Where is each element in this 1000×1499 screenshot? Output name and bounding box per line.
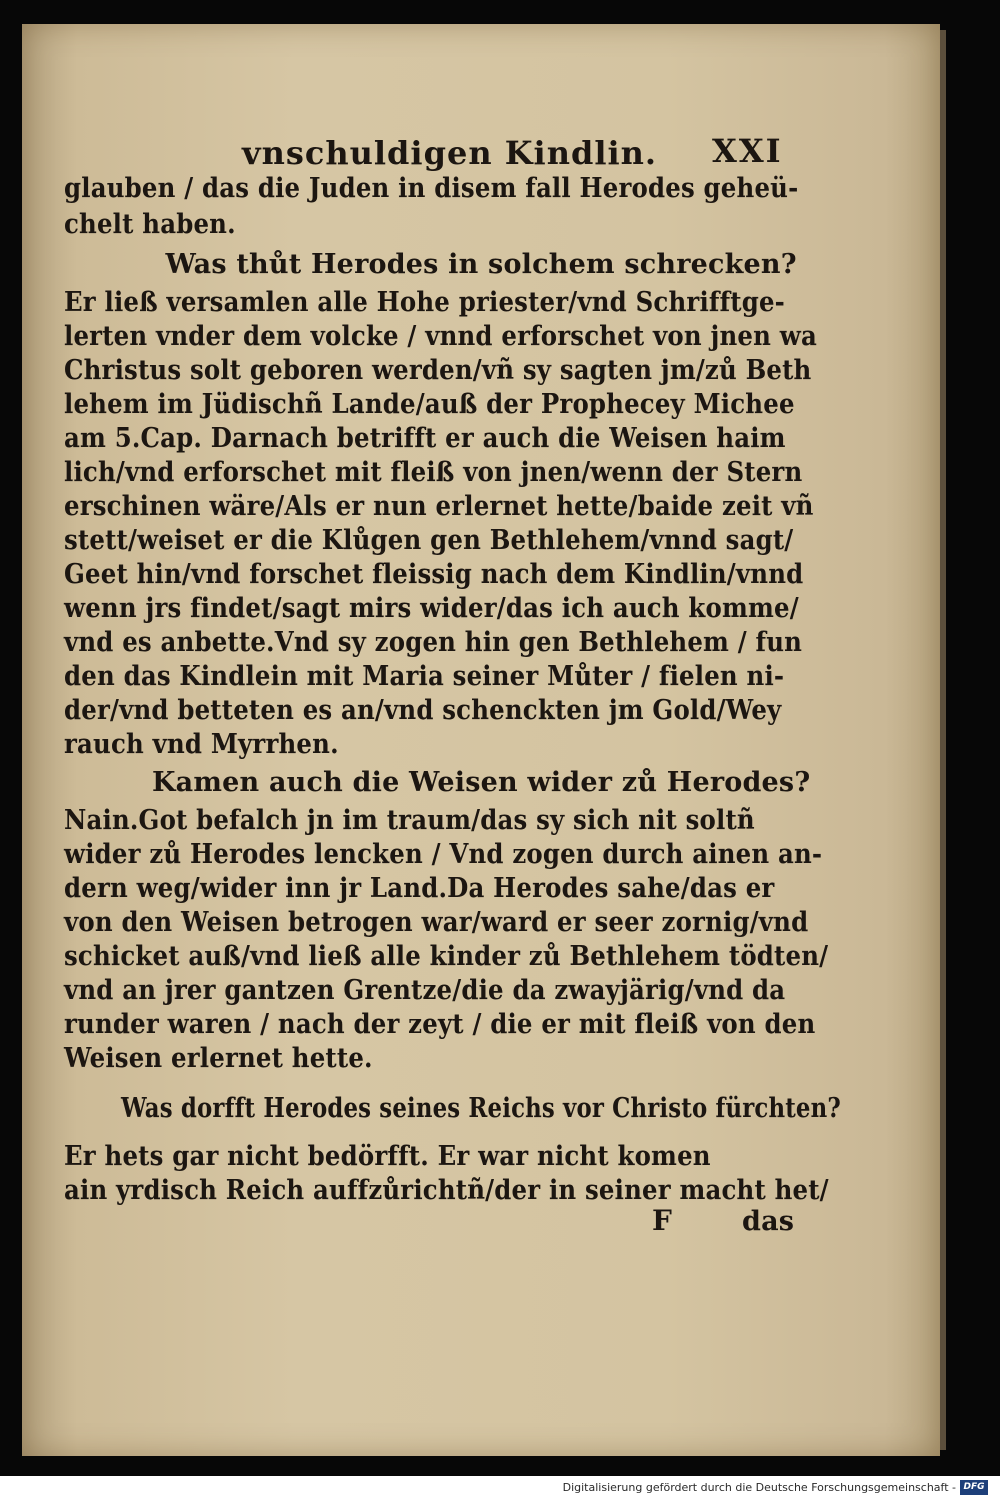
book-page bbox=[22, 24, 940, 1456]
text-line: stett/weiset er die Klůgen gen Bethlehem/vnnd sagt/ bbox=[64, 525, 794, 556]
dfg-logo: DFG bbox=[960, 1480, 988, 1495]
text-line: Er ließ versamlen alle Hohe priester/vnd Schrifftge- bbox=[64, 287, 785, 318]
text-line: Er hets gar nicht bedörfft. Er war nicht komen bbox=[64, 1141, 711, 1172]
question-heading: Was thůt Herodes in solchem schrecken? bbox=[165, 249, 797, 280]
text-line: wider zů Herodes lencken / Vnd zogen durch ainen an- bbox=[64, 839, 823, 870]
text-line: am 5.Cap. Darnach betrifft er auch die Weisen haim bbox=[64, 423, 786, 454]
question-heading: Was dorfft Herodes seines Reichs vor Christo fürchten? bbox=[121, 1093, 841, 1124]
catchword: das bbox=[742, 1206, 795, 1237]
text-line: der/vnd betteten es an/vnd schenckten jm Gold/Wey bbox=[64, 695, 782, 726]
text-line: den das Kindlein mit Maria seiner Můter / fielen ni- bbox=[64, 661, 785, 692]
text-line: Nain.Got befalch jn im traum/das sy sich nit soltñ bbox=[64, 805, 755, 836]
text-line: glauben / das die Juden in disem fall Herodes geheü- bbox=[64, 173, 799, 204]
running-head: vnschuldigen Kindlin. bbox=[242, 134, 658, 172]
text-line: lehem im Jüdischñ Lande/auß der Prophecey Michee bbox=[64, 389, 795, 420]
page-edge bbox=[940, 30, 946, 1450]
text-line: lerten vnder dem volcke / vnnd erforschet von jnen wa bbox=[64, 321, 817, 352]
text-line: wenn jrs findet/sagt mirs wider/das ich auch komme/ bbox=[64, 593, 799, 624]
text-line: runder waren / nach der zeyt / die er mit fleiß von den bbox=[64, 1009, 816, 1040]
footer-credit: Digitalisierung gefördert durch die Deutsche Forschungsgemeinschaft - bbox=[562, 1481, 956, 1494]
signature-mark: F bbox=[652, 1204, 673, 1237]
text-line: schicket auß/vnd ließ alle kinder zů Bethlehem tödten/ bbox=[64, 941, 829, 972]
text-line: Geet hin/vnd forschet fleissig nach dem Kindlin/vnnd bbox=[64, 559, 804, 590]
text-line: dern weg/wider inn jr Land.Da Herodes sahe/das er bbox=[64, 873, 775, 904]
text-line: rauch vnd Myrrhen. bbox=[64, 729, 339, 760]
text-line: chelt haben. bbox=[64, 209, 236, 240]
text-line: vnd es anbette.Vnd sy zogen hin gen Bethlehem / fun bbox=[64, 627, 803, 658]
folio-number: XXI bbox=[712, 132, 783, 170]
text-line: Christus solt geboren werden/vñ sy sagten jm/zů Beth bbox=[64, 355, 812, 386]
text-line: vnd an jrer gantzen Grentze/die da zwayjärig/vnd da bbox=[64, 975, 786, 1006]
text-line: lich/vnd erforschet mit fleiß von jnen/wenn der Stern bbox=[64, 457, 803, 488]
text-line: ain yrdisch Reich auffzůrichtñ/der in seiner macht het/ bbox=[64, 1175, 829, 1206]
text-line: Weisen erlernet hette. bbox=[64, 1043, 373, 1074]
text-line: erschinen wäre/Als er nun erlernet hette/baide zeit vñ bbox=[64, 491, 814, 522]
text-line: von den Weisen betrogen war/ward er seer zornig/vnd bbox=[64, 907, 809, 938]
question-heading: Kamen auch die Weisen wider zů Herodes? bbox=[152, 767, 811, 798]
